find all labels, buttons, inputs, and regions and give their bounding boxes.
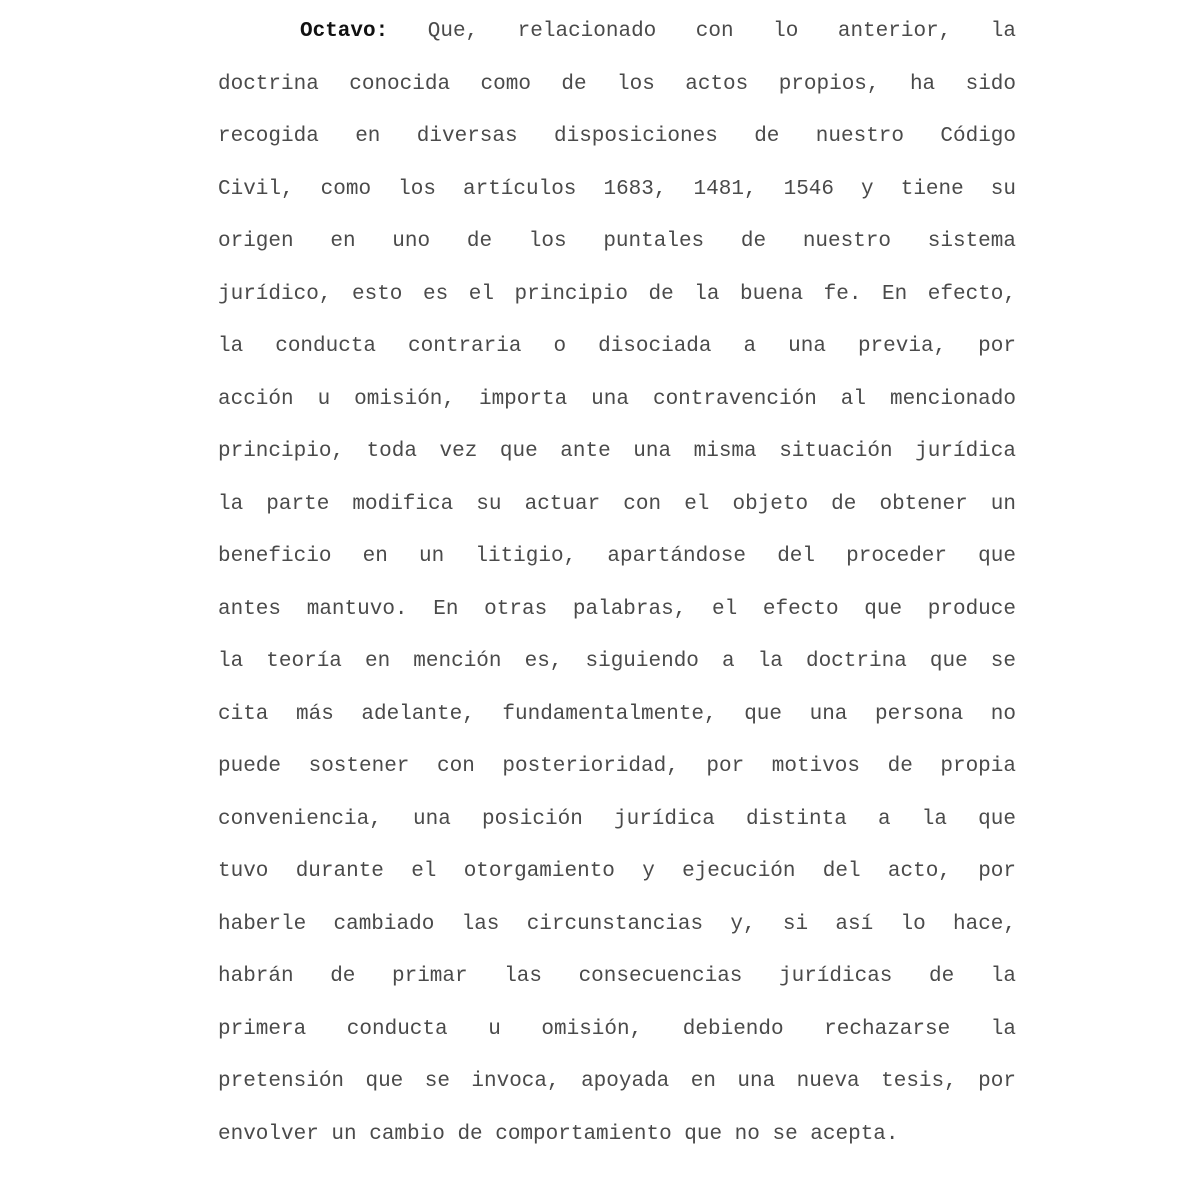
paragraph-line: primera conducta u omisión, debiendo rechazarse la [218, 1017, 1016, 1041]
paragraph-line: origen en uno de los puntales de nuestro sistema [218, 230, 1016, 253]
paragraph-line: habrán de primar las consecuencias jurídicas de la [218, 965, 1016, 988]
paragraph-line: envolver un cambio de comportamiento que no se acepta. [218, 1122, 899, 1146]
paragraph-octavo [218, 6, 1016, 1161]
paragraph-line: doctrina conocida como de los actos propios, ha sido [218, 72, 1016, 96]
paragraph-line: conveniencia, una posición jurídica distinta a la que [218, 807, 1016, 831]
paragraph-line: acción u omisión, importa una contravención al mencionado [218, 387, 1016, 411]
paragraph-line: pretensión que se invoca, apoyada en una nueva tesis, por [218, 1070, 1016, 1093]
paragraph-line: tuvo durante el otorgamiento y ejecución del acto, por [218, 860, 1016, 883]
paragraph-line: Civil, como los artículos 1683, 1481, 1546 y tiene su [218, 177, 1016, 201]
paragraph-line: cita más adelante, fundamentalmente, que una persona no [218, 702, 1016, 726]
paragraph-lead: Octavo: [300, 20, 389, 43]
paragraph-line: beneficio en un litigio, apartándose del proceder que [218, 545, 1016, 568]
paragraph-line: jurídico, esto es el principio de la buena fe. En efecto, [218, 282, 1016, 306]
paragraph-line: principio, toda vez que ante una misma situación jurídica [218, 440, 1016, 463]
paragraph-line: haberle cambiado las circunstancias y, si así lo hace, [218, 912, 1016, 936]
paragraph-line: recogida en diversas disposiciones de nuestro Código [218, 125, 1016, 148]
paragraph-line: antes mantuvo. En otras palabras, el efecto que produce [218, 597, 1016, 621]
paragraph-line: Octavo: Que, relacionado con lo anterior, la [300, 20, 1016, 43]
paragraph-line: puede sostener con posterioridad, por motivos de propia [218, 755, 1016, 778]
paragraph-line: la conducta contraria o disociada a una previa, por [218, 335, 1016, 358]
paragraph-line: la parte modifica su actuar con el objeto de obtener un [218, 492, 1016, 516]
paragraph-line: la teoría en mención es, siguiendo a la doctrina que se [218, 650, 1016, 673]
